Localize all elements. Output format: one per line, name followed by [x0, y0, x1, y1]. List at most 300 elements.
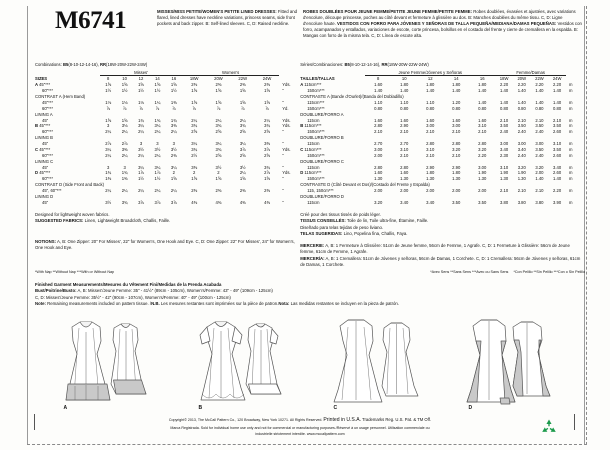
yardage-cell: 1.40 — [553, 176, 562, 182]
yardage-cell: 1.60 — [374, 117, 383, 123]
size-group-misses: Misses' — [100, 69, 182, 75]
recycle-icon-svg — [540, 418, 558, 436]
yardage-cell: 3.80 — [535, 199, 544, 205]
yardage-cell: 3.50 — [500, 123, 509, 129]
yardage-width-label: 115, 150cm*** — [307, 188, 334, 194]
yardage-cell: 2¼ — [138, 152, 144, 158]
yardage-cell: 4⅜ — [215, 199, 222, 205]
yardage-cell: 4⅜ — [191, 199, 198, 205]
yardage-cell: 2.00 — [374, 152, 383, 158]
suggested-fabrics-value-french: Toile de lin, Toile ultra-fine, Étamine, Faille. — [345, 218, 429, 224]
yardage-cell: 1.30 — [374, 176, 383, 182]
yardage-table-metric — [298, 62, 585, 205]
size-header-cell: 12 — [427, 76, 433, 82]
yardage-unit-cell: m — [569, 176, 573, 182]
yardage-cell: 2¼ — [121, 188, 128, 194]
view-c-svg — [318, 314, 438, 412]
yardage-cell: 1.30 — [400, 176, 409, 182]
yardage-table-imperial — [27, 62, 298, 205]
yardage-cell: 3 — [123, 164, 126, 170]
yardage-cell: ⅞ — [172, 105, 176, 111]
yardage-unit-cell: " — [282, 152, 284, 158]
yardage-group-heading: CONTRASTE D (Côté Devant et Dos)/(Costado del Frente y Espalda) — [300, 182, 430, 188]
yardage-cell: 2.00 — [535, 170, 544, 176]
fgm-heading-text: Finished Garment Measurements/Mesures du Vêtement Fini/Medidas de la Prenda Acabada — [35, 282, 222, 287]
yardage-cell: 2⅝ — [239, 129, 246, 135]
yardage-cell: 3½ — [154, 146, 161, 152]
yardage-unit-cell: " — [282, 164, 284, 170]
yardage-cell: 1.40 — [478, 99, 487, 105]
yardage-cell: 3.50 — [452, 199, 461, 205]
yardage-cell: 2.10 — [452, 129, 461, 135]
yardage-cell: 3⅜ — [170, 123, 177, 129]
yardage-cell: 2⅝ — [215, 152, 222, 158]
yardage-width-label: 115cm — [307, 199, 320, 205]
notions-label-spanish: MERCERÍA: — [300, 255, 325, 261]
view-b-letter: B — [198, 405, 203, 411]
yardage-cell: 2¼ — [154, 152, 161, 158]
yardage-width-label: 115cm — [307, 117, 320, 123]
yardage-cell: 3.10 — [478, 123, 487, 129]
yardage-row — [300, 200, 585, 206]
yardage-unit-cell: m — [569, 88, 573, 94]
yardage-cell: 1.30 — [500, 176, 509, 182]
yardage-cell: 2.00 — [374, 188, 383, 194]
yardage-cell: 1¾ — [170, 117, 177, 123]
yardage-unit-cell: m — [569, 129, 573, 135]
notions-value-spanish: A, B: 1 Cremallera: 51cm de Jóvenes y señoras, 56cm de Damas, 1 Corchete. C, D: 1 Cremallera: 56cm de Jóvenes y señoras, 61cm de Damas, 1 Corchete. — [300, 255, 581, 268]
yardage-unit-cell: " — [282, 99, 284, 105]
yardage-width-label: 150cm*** — [307, 88, 325, 94]
notes-english — [27, 212, 298, 269]
yardage-unit-cell: m — [569, 105, 573, 111]
yardage-view-letter: D — [35, 170, 40, 176]
yardage-unit-cell: m — [569, 152, 573, 158]
yardage-cell: 2.60 — [553, 152, 562, 158]
measurement-table-imperial-body — [35, 69, 298, 205]
yardage-width-label: 45"*** — [42, 99, 54, 105]
yardage-unit-cell: Yds. — [282, 82, 291, 88]
yardage-width-label: 60"*** — [42, 176, 54, 182]
yardage-cell: 3.00 — [517, 141, 526, 147]
yardage-cell: 1⅝ — [215, 99, 222, 105]
yardage-width-label: 60"*** — [42, 152, 54, 158]
yardage-cell: 1¾ — [138, 117, 144, 123]
description-spanish-body: Vestidos con forro, acampanados y entallados, variaciones de escote, corte princesa, bolsillos en el costado del frente y cierre de cremallera en la espalda. B: Mangas con forro de la misma tela. C, D: Línea de escote alta. — [303, 21, 582, 39]
yardage-width-label: 45" — [42, 164, 49, 170]
yardage-cell: 3.00 — [535, 141, 544, 147]
footer-line-1 — [60, 416, 540, 425]
yardage-cell: 2.90 — [452, 164, 461, 170]
nap-footnote-spanish: *Con Pelillo **Sin Pelillo ***Con o Sin Pelillo — [513, 270, 585, 274]
suggested-fabrics-value-english: Linen, Lightweight Broadcloth, Challis, Faille. — [83, 218, 171, 224]
yardage-cell: 2.30 — [500, 152, 509, 158]
size-header-cell: 18W — [499, 76, 509, 82]
yardage-cell: 3⅜ — [121, 146, 128, 152]
yardage-cell: 1⅝ — [215, 176, 222, 182]
yardage-cell: 2.10 — [426, 129, 435, 135]
yardage-cell: 3¼ — [239, 141, 246, 147]
yardage-cell: 3¾ — [239, 123, 246, 129]
yardage-cell: 1.30 — [478, 176, 487, 182]
yardage-cell: 3.80 — [500, 199, 509, 205]
yardage-cell: 1⅝ — [239, 88, 246, 94]
yardage-cell: 2.40 — [500, 129, 509, 135]
yardage-cell: 1.80 — [478, 82, 487, 88]
yardage-unit-cell: Yds. — [282, 170, 291, 176]
footer-trademarks: Trademarks Reg. U.S. Pat. & TM Off. — [362, 417, 432, 422]
yardage-unit-cell: Yds. — [282, 123, 291, 129]
yardage-cell: 0.80 — [535, 105, 544, 111]
yardage-cell: 1.10 — [374, 99, 383, 105]
yardage-cell: 2⅝ — [264, 152, 270, 158]
yardage-cell: 1.80 — [400, 82, 409, 88]
yardage-cell: 1.40 — [400, 88, 409, 94]
view-b-svg — [183, 314, 303, 412]
size-header-cell: 8 — [107, 76, 110, 82]
yardage-cell: 1.60 — [374, 170, 383, 176]
yardage-cell: 1.80 — [452, 82, 461, 88]
yardage-cell: 1⅝ — [264, 88, 270, 94]
size-header-cell: 14 — [453, 76, 459, 82]
yardage-cell: 1½ — [170, 88, 177, 94]
yardage-cell: 1⅝ — [105, 82, 112, 88]
yardage-cell: 1⅝ — [105, 117, 112, 123]
sizes-label: SIZES — [35, 76, 48, 82]
yardage-group-heading: DOUBLURE/FORRO C — [300, 158, 344, 164]
yardage-cell: 3.00 — [374, 146, 383, 152]
size-header-cell: 24W — [552, 76, 562, 82]
view-c-letter: C — [333, 405, 338, 411]
yardage-view-letter: D — [300, 170, 305, 176]
yardage-cell: 3¾ — [121, 199, 128, 205]
yardage-cell: 1.60 — [400, 117, 409, 123]
fgm-note-value: Remaining measurements included on pattern tissue. / — [45, 301, 152, 307]
yardage-cell: 3½ — [138, 146, 144, 152]
yardage-cell: 1⅝ — [138, 82, 144, 88]
yardage-cell: 3⅞ — [138, 199, 144, 205]
yardage-cell: 2.00 — [400, 188, 409, 194]
yardage-unit-cell: Yds. — [282, 117, 291, 123]
measurement-table-imperial — [35, 69, 298, 205]
yardage-cell: 1⅞ — [154, 170, 161, 176]
description-english-body: Fitted and flared, lined dresses have neckline variations, princess seams, side front pockets and back zipper. B: Self-lined sleeves. C, D: Raised neckline. — [157, 9, 297, 27]
yardage-cell: 3¼ — [170, 164, 177, 170]
yardage-cell: 3¾ — [191, 146, 198, 152]
footer-line-3: industrielle strictement interdite. www.mccallpattern.com — [255, 432, 345, 437]
yardage-unit-cell: m — [569, 188, 573, 194]
yardage-cell: 2¼ — [105, 188, 112, 194]
yardage-cell: 2¼ — [138, 129, 144, 135]
suggested-fabrics-label-spanish: TELAS SUGERIDAS: — [300, 231, 343, 237]
yardage-unit-cell: m — [569, 199, 573, 205]
yardage-cell: 3 — [107, 164, 110, 170]
yardage-cell: 2.10 — [400, 129, 409, 135]
fgm-note-french-label: N.B. — [151, 301, 160, 307]
yardage-cell: 3.00 — [452, 123, 461, 129]
yardage-row-label — [300, 200, 365, 206]
yardage-unit-cell: Yds. — [282, 146, 291, 152]
description-english — [157, 4, 303, 27]
yardage-cell: 3 — [156, 141, 159, 147]
size-header-cell: 20W — [517, 76, 527, 82]
yardage-unit-cell: " — [282, 141, 284, 147]
yardage-width-label: 150cm*** — [307, 152, 325, 158]
yardage-unit-cell: m — [569, 164, 573, 170]
yardage-cell: 1.90 — [500, 170, 509, 176]
yardage-cell: 1.40 — [517, 88, 526, 94]
yardage-width-label: 45" — [42, 117, 49, 123]
yardage-unit-cell: " — [282, 129, 284, 135]
view-drawing-a — [48, 314, 168, 412]
yardage-cell: 1⅝ — [264, 176, 270, 182]
view-drawing-d — [453, 314, 573, 412]
yardage-cell: 1.30 — [426, 176, 435, 182]
yardage-cell: 2⅝ — [215, 129, 222, 135]
yardage-cell: 1⅝ — [191, 88, 198, 94]
size-header-cell: 8 — [377, 76, 380, 82]
yardage-cell: 2⅜ — [264, 188, 270, 194]
size-group-womens: Femme/Damas — [495, 69, 566, 75]
yardage-cell: 1.80 — [426, 170, 435, 176]
yardage-width-label: 115cm*** — [304, 146, 322, 152]
yardage-cell: ⅞ — [139, 105, 143, 111]
yardage-cell: 1¼ — [154, 99, 161, 105]
yardage-unit-cell: m — [569, 117, 573, 123]
size-header-cell: 20W — [214, 76, 223, 82]
designed-for-english: Designed for lightweight woven fabrics. — [35, 212, 110, 217]
yardage-group-heading: LINING D — [35, 193, 54, 199]
yardage-cell: 2.70 — [400, 141, 409, 147]
suggested-fabrics-label-english: SUGGESTED FABRICS: — [35, 218, 84, 224]
measurement-table-metric — [300, 69, 585, 205]
yardage-cell: 1⅛ — [105, 99, 112, 105]
notions-block-french — [300, 243, 585, 256]
yardage-cell: 2¼ — [154, 188, 161, 194]
suggested-fabrics-spanish — [300, 231, 585, 237]
yardage-cell: 3¾ — [191, 123, 198, 129]
fgm-bust-value-cd: C, D: Misses'/Jeune Femme: 35½" - 42" (90cm - 107cm), Women's/Femme: 40" - 49" (100cm - 125cm) — [35, 294, 231, 300]
yardage-cell: 1.10 — [400, 99, 409, 105]
yardage-cell: 2.40 — [517, 129, 526, 135]
yardage-cell: 2¼ — [264, 117, 270, 123]
yardage-cell: 3.00 — [478, 164, 487, 170]
yardage-cell: 3.10 — [426, 146, 435, 152]
fgm-note-spanish-label: Nota: — [278, 301, 290, 307]
yardage-cell: 3¼ — [138, 123, 144, 129]
yardage-cell: 1⅜ — [121, 176, 128, 182]
notions-value-english: A, B: One Zipper: 20" For Misses', 22" for Women's, One Hook and Eye. C, D: One Zipper: 22" For Misses', 24" for Women's, One Hook and Eye. — [35, 238, 295, 251]
yardage-cell: 1.10 — [426, 99, 435, 105]
yardage-cell: 2⅜ — [239, 188, 246, 194]
yardage-cell: 0.80 — [400, 105, 409, 111]
yardage-cell: 2¼ — [239, 170, 246, 176]
yardage-cell: 3½ — [215, 164, 222, 170]
yardage-cell: 1¾ — [121, 170, 128, 176]
yardage-cell: 2.20 — [553, 82, 562, 88]
description-spanish-title: VESTIDOS CON FORRO PARA JÓVENES Y SEÑORAS DE TALLA PEQUEÑA/MEDIANA/DAMAS PEQUEÑAS: — [337, 21, 557, 27]
combinations-line-imperial — [35, 62, 298, 67]
yardage-cell: 2.90 — [400, 123, 409, 129]
yardage-cell: 2¼ — [121, 129, 128, 135]
yardage-group-heading: LINING C — [35, 158, 54, 164]
yardage-cell: 3.10 — [553, 141, 562, 147]
yardage-cell: 3.20 — [452, 146, 461, 152]
yardage-view-letter: C — [300, 146, 305, 152]
yardage-group-heading: CONTRAST A (Hem Band) — [35, 94, 86, 100]
footer-printed-in: Printed in U.S.A. — [323, 417, 362, 423]
yardage-width-label: 60"*** — [42, 105, 54, 111]
size-header-cell: 22W — [535, 76, 544, 82]
yardage-cell: 2.80 — [426, 141, 435, 147]
yardage-width-label: 115cm — [307, 141, 320, 147]
footer-right-tick — [574, 414, 575, 430]
yardage-cell: 3.50 — [553, 123, 562, 129]
yardage-unit-cell: m — [569, 99, 573, 105]
yardage-cell: 1⅝ — [264, 99, 270, 105]
combination-b5-sizes-imperial: (8-10-12-14-16), — [68, 62, 99, 67]
yardage-view-letter: B — [35, 123, 40, 129]
yardage-cell: 2 — [172, 170, 175, 176]
fgm-note-french-value: Les mesures restantes sont imprimées sur la pièce de patron. — [159, 301, 279, 307]
yardage-cell: 3⅞ — [170, 199, 177, 205]
yardage-width-label: 115cm*** — [307, 99, 325, 105]
yardage-unit-cell: m — [569, 123, 573, 129]
footer-copyright-text: Copyright© 2013, The McCall Pattern Co., 120 Broadway, New York 10271. All Rights Reserved. — [168, 418, 323, 422]
yardage-width-label: 45"*** — [39, 82, 51, 88]
yardage-cell: 2.40 — [535, 129, 544, 135]
yardage-group-heading: DOUBLURE/FORRO D — [300, 193, 344, 199]
yardage-cell: 3½ — [170, 146, 177, 152]
yardage-cell: 2.20 — [500, 82, 509, 88]
yardage-cell: 1⅛ — [138, 99, 144, 105]
yardage-cell: 1.40 — [535, 99, 544, 105]
yardage-cell: 3¾ — [264, 123, 270, 129]
yardage-cell: 2.10 — [500, 117, 509, 123]
yardage-cell: 1½ — [105, 88, 112, 94]
yardage-unit-cell: m — [569, 82, 573, 88]
yardage-cell: 1.40 — [517, 99, 526, 105]
yardage-cell: 1⅝ — [215, 88, 222, 94]
view-a-letter: A — [63, 405, 68, 411]
yardage-cell: 1.60 — [426, 117, 435, 123]
yardage-cell: 3.50 — [535, 146, 544, 152]
yardage-cell: 1.60 — [400, 170, 409, 176]
yardage-cell: 2¼ — [170, 129, 177, 135]
yardage-cell: 1.40 — [535, 176, 544, 182]
nap-footnote-french: *Avec Sens **Sans Sens ***Avec ou Sans Sens — [430, 270, 509, 274]
fgm-bust-label: Bust/Poitrine/Busto: — [35, 288, 77, 294]
combination-b5-imperial: B5 — [62, 62, 69, 67]
yardage-cell: 1½ — [154, 88, 161, 94]
combinations-label-imperial: Combinations: — [35, 62, 62, 67]
yardage-cell: 2¼ — [105, 152, 112, 158]
nap-footnote-french-spanish — [430, 270, 585, 274]
yardage-width-label: 45" — [42, 199, 49, 205]
yardage-cell: 2¼ — [105, 129, 112, 135]
combination-rr-sizes-imperial: (18W-20W-22W-24W) — [106, 62, 148, 67]
yardage-unit-cell: " — [282, 199, 284, 205]
yardage-width-label: 115cm*** — [304, 170, 322, 176]
yardage-width-label: 150cm*** — [307, 129, 325, 135]
yardage-cell: 1.80 — [426, 82, 435, 88]
yardage-cell: 2.60 — [553, 170, 562, 176]
yardage-cell: ⅞ — [122, 105, 127, 111]
description-french-body: Robes doublées, évasées et ajustées, avec variations d'encolure, découpe princesse, poches au côté devant et fermeture à glissière au dos. B: Manches doublées du même tissu. C, D: Ligne d'encolure haute. — [303, 9, 576, 27]
yardage-cell: 2.10 — [400, 152, 409, 158]
yardage-cell: 1⅝ — [154, 82, 161, 88]
yardage-cell: 3 — [172, 141, 175, 147]
yardage-cell: 1.40 — [374, 88, 383, 94]
nap-footnote-english: *With Nap **Without Nap ***With or Without Nap — [35, 270, 115, 274]
yardage-cell: 0.80 — [452, 105, 461, 111]
view-drawing-c — [318, 314, 438, 412]
yardage-cell: ⅞ — [265, 105, 269, 111]
yardage-cell: 3¾ — [215, 123, 222, 129]
footer-copyright — [60, 416, 540, 437]
yardage-group-heading: LINING A — [35, 111, 53, 117]
yardage-cell: 1.60 — [478, 117, 487, 123]
yardage-cell: 3 — [107, 123, 110, 129]
sizes-label: TAILLES/TALLAS — [300, 76, 335, 82]
yardage-cell: ⅞ — [155, 105, 160, 111]
yardage-view-letter: A — [35, 82, 40, 88]
yardage-cell: 3¾ — [215, 146, 222, 152]
footer-line-2: Marca Registrada. Sold for individual home use only and not for commercial or manufacturing purposes./Réservé à un usage personnel. Utilisation commerciale ou — [170, 425, 430, 430]
yardage-cell: 1.40 — [553, 88, 562, 94]
combination-rr-imperial: RR — [99, 62, 107, 67]
yardage-cell: 2⅜ — [264, 82, 270, 88]
fgm-note-label: Note: — [35, 301, 46, 307]
yardage-cell: 3.20 — [374, 199, 383, 205]
finished-garment-measurements — [35, 282, 583, 308]
yardage-cell: 2.80 — [400, 164, 409, 170]
yardage-view-letter: B — [300, 123, 305, 129]
yardage-cell: 1.60 — [452, 117, 461, 123]
yardage-cell: 1⅝ — [121, 117, 128, 123]
header — [27, 4, 585, 39]
yardage-unit-cell: " — [282, 176, 284, 182]
yardage-cell: 2.00 — [426, 188, 435, 194]
yardage-width-label: 150cm*** — [307, 105, 325, 111]
fgm-bust-value-ab: A, B: Misses'/Jeune Femme: 35" - 41½" (89cm - 105cm), Women's/Femme: 43" - 49" (109cm - 125cm) — [76, 288, 273, 294]
yardage-cell: 2¼ — [239, 117, 246, 123]
yardage-cell: 2⅜ — [191, 188, 198, 194]
yardage-cell: 1.30 — [517, 176, 526, 182]
recycle-icon — [540, 418, 558, 436]
yardage-cell: 3½ — [239, 164, 246, 170]
yardage-cell: 0.80 — [374, 105, 383, 111]
yardage-cell: 1⅝ — [239, 99, 246, 105]
yardage-cell: 2.10 — [374, 129, 383, 135]
yardage-cell: 1⅝ — [170, 82, 177, 88]
description-french-spanish — [303, 4, 583, 39]
yardage-cell: 1.40 — [452, 88, 461, 94]
suggested-fabrics-english — [35, 218, 298, 224]
yardage-view-letter: A — [300, 82, 305, 88]
size-header-cell: 24W — [262, 76, 272, 82]
yardage-cell: 3.20 — [535, 164, 544, 170]
yardage-cell: 2¼ — [215, 117, 222, 123]
footer-left-tick — [34, 414, 35, 430]
yardage-cell: 1.80 — [452, 170, 461, 176]
yardage-cell: 2.60 — [553, 129, 562, 135]
yardage-cell: 1.30 — [452, 176, 461, 182]
yardage-cell: 2.80 — [452, 141, 461, 147]
size-header-cell: 18W — [189, 76, 199, 82]
yardage-cell: 2.10 — [452, 152, 461, 158]
yardage-cell: 2⅝ — [191, 129, 198, 135]
